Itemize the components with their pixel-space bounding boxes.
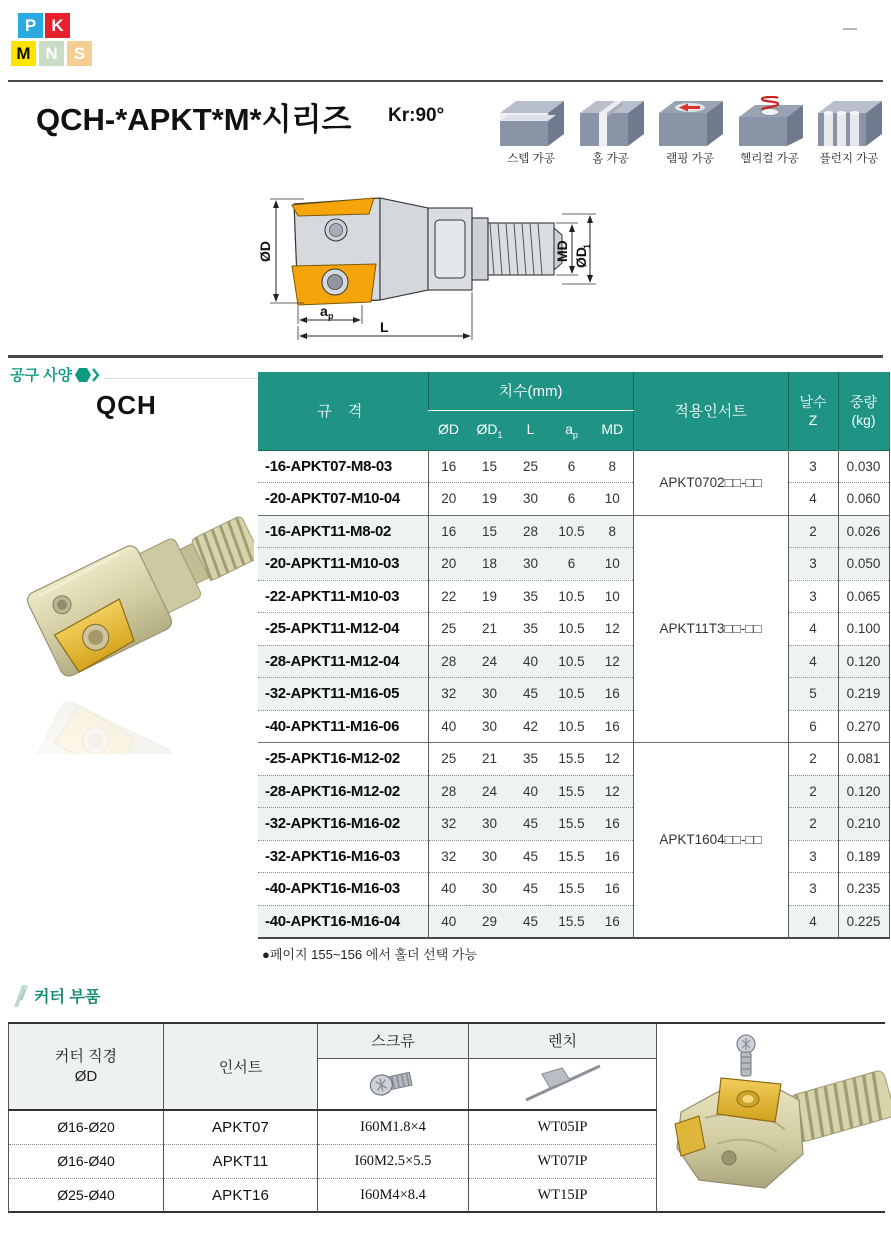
dim-value: 16 xyxy=(592,873,633,906)
series-name: QCH xyxy=(96,390,157,420)
dim-value: 28 xyxy=(428,775,469,808)
dim-value: 45 xyxy=(510,808,551,841)
logo-letter-n: N xyxy=(39,41,64,66)
plunge-machining-icon xyxy=(816,96,882,148)
machining-label: 램핑 가공 xyxy=(666,153,714,165)
screw-icon xyxy=(318,1058,469,1110)
dim-value: 21 xyxy=(469,743,510,776)
spec-table-container xyxy=(258,372,890,939)
dim-value: 15.5 xyxy=(551,840,592,873)
spec-table-row xyxy=(258,613,889,646)
diameter-range: Ø16-Ø20 xyxy=(9,1110,164,1144)
flute-count-value: 3 xyxy=(788,580,838,613)
dim-value: 15.5 xyxy=(551,873,592,906)
weight-value: 0.120 xyxy=(838,775,889,808)
flute-count-value: 4 xyxy=(788,905,838,938)
dim-value: 30 xyxy=(469,678,510,711)
dim-value: 30 xyxy=(469,873,510,906)
spec-code: -16-APKT07-M8-03 xyxy=(258,450,428,483)
dim-value: 8 xyxy=(592,515,633,548)
machining-capabilities xyxy=(494,96,886,166)
dim-value: 15 xyxy=(469,515,510,548)
cutter-exploded-photo xyxy=(665,1026,891,1211)
dim-value: 16 xyxy=(592,808,633,841)
dim-value: 24 xyxy=(469,645,510,678)
dim-value: 32 xyxy=(428,840,469,873)
page-title: QCH-*APKT*M*시리즈 xyxy=(36,102,352,137)
machining-label: 스텝 가공 xyxy=(507,153,555,165)
parts-table-row xyxy=(9,1178,657,1212)
machining-label: 헬리컬 가공 xyxy=(740,153,799,165)
dim-value: 10.5 xyxy=(551,580,592,613)
holder-selection-note: ●페이지 155~156 에서 홀더 선택 가능 xyxy=(262,947,478,962)
dim-value: 28 xyxy=(428,645,469,678)
dim-value: 20 xyxy=(428,483,469,516)
dim-value: 22 xyxy=(428,580,469,613)
flute-count-value: 5 xyxy=(788,678,838,711)
step-machining-icon xyxy=(498,96,564,148)
screw-spec: I60M4×8.4 xyxy=(318,1178,469,1212)
col-header-weight: 중량 (kg) xyxy=(838,372,889,450)
dim-value: 10 xyxy=(592,580,633,613)
dim-value: 10.5 xyxy=(551,613,592,646)
tool-spec-label: 공구 사양 xyxy=(10,367,73,384)
dim-value: 19 xyxy=(469,580,510,613)
dim-value: 12 xyxy=(592,775,633,808)
dim-value: 10.5 xyxy=(551,678,592,711)
parts-table-container xyxy=(8,1022,885,1213)
machining-label: 플런지 가공 xyxy=(819,153,879,165)
dim-value: 10.5 xyxy=(551,515,592,548)
spec-table-row xyxy=(258,840,889,873)
tool-dimension-drawing xyxy=(256,178,608,344)
dim-value: 24 xyxy=(469,775,510,808)
slot-machining-icon xyxy=(578,96,644,148)
dim-value: 45 xyxy=(510,905,551,938)
dim-label-ap: a xyxy=(320,303,328,319)
dim-value: 35 xyxy=(510,580,551,613)
flute-count-value: 4 xyxy=(788,613,838,646)
weight-value: 0.065 xyxy=(838,580,889,613)
dim-value: 15.5 xyxy=(551,808,592,841)
dim-value: 40 xyxy=(428,873,469,906)
dim-value: 15.5 xyxy=(551,775,592,808)
weight-value: 0.026 xyxy=(838,515,889,548)
hexagon-bullet-icon xyxy=(75,368,99,382)
wrench-spec: WT05IP xyxy=(469,1110,657,1144)
spec-table-row xyxy=(258,450,889,483)
weight-value: 0.030 xyxy=(838,450,889,483)
logo-letter-m: M xyxy=(11,41,36,66)
diameter-range: Ø25-Ø40 xyxy=(9,1178,164,1212)
dim-label-l: L xyxy=(380,319,389,335)
dim-value: 30 xyxy=(510,548,551,581)
flute-count-value: 2 xyxy=(788,808,838,841)
weight-value: 0.120 xyxy=(838,645,889,678)
spec-code: -22-APKT11-M10-03 xyxy=(258,580,428,613)
screw-spec: I60M2.5×5.5 xyxy=(318,1144,469,1178)
dim-value: 42 xyxy=(510,710,551,743)
section-connector-line xyxy=(104,378,258,379)
dim-value: 30 xyxy=(469,808,510,841)
dim-value: 16 xyxy=(592,710,633,743)
flute-count-value: 2 xyxy=(788,775,838,808)
section-divider xyxy=(8,355,883,358)
col-header-md: MD xyxy=(592,410,633,450)
col-header-flutes: 날수 Z xyxy=(788,372,838,450)
dim-value: 18 xyxy=(469,548,510,581)
dim-value: 32 xyxy=(428,808,469,841)
dim-value: 15 xyxy=(481,458,498,474)
insert-name: APKT16 xyxy=(164,1178,318,1212)
spec-table-row xyxy=(258,873,889,906)
spec-code: -32-APKT16-M16-02 xyxy=(258,808,428,841)
col-header-l: L xyxy=(510,410,551,450)
spec-code: -20-APKT07-M10-04 xyxy=(258,483,428,516)
dim-value: 10.5 xyxy=(551,645,592,678)
insert-code: APKT11T3□□-□□ xyxy=(633,515,788,743)
spec-table-row xyxy=(258,808,889,841)
dim-value: 20 xyxy=(428,548,469,581)
loose-screw xyxy=(737,1035,755,1076)
spec-table-row xyxy=(258,905,889,938)
flute-count-value: 3 xyxy=(788,840,838,873)
logo-letter-k: K xyxy=(45,13,70,38)
machining-type-plunge xyxy=(812,96,886,166)
insert-code: APKT0702□□-□□ xyxy=(633,450,788,515)
weight-value: 0.225 xyxy=(838,905,889,938)
dim-value: 16 xyxy=(592,678,633,711)
dim-value: 6 xyxy=(551,483,592,516)
dim-value: 45 xyxy=(510,678,551,711)
spec-table-row xyxy=(258,743,889,776)
dim-value: 10.5 xyxy=(551,710,592,743)
ramping-machining-icon xyxy=(657,96,723,148)
col-header-wrench: 렌치 xyxy=(469,1024,657,1058)
weight-value: 0.189 xyxy=(838,840,889,873)
spec-code: -40-APKT11-M16-06 xyxy=(258,710,428,743)
wrench-spec: WT07IP xyxy=(469,1144,657,1178)
col-header-screw: 스크류 xyxy=(318,1024,469,1058)
dim-value: 30 xyxy=(469,840,510,873)
dim-label-md: MD xyxy=(554,240,570,262)
wrench-spec: WT15IP xyxy=(469,1178,657,1212)
machining-type-step xyxy=(494,96,568,166)
dim-value: 10 xyxy=(592,483,633,516)
machining-type-helical xyxy=(733,96,807,166)
dim-value: 6 xyxy=(551,548,592,581)
dim-value: 21 xyxy=(469,613,510,646)
insert-name: APKT07 xyxy=(164,1110,318,1144)
dim-value: 16 xyxy=(592,840,633,873)
spec-code: -40-APKT16-M16-04 xyxy=(258,905,428,938)
dim-value: 35 xyxy=(510,743,551,776)
weight-value: 0.270 xyxy=(838,710,889,743)
dim-value: 19 xyxy=(469,483,510,516)
spec-table-row xyxy=(258,483,889,516)
logo-letter-s: S xyxy=(67,41,92,66)
dim-value: 40 xyxy=(428,905,469,938)
col-header-ap: $a_p$ xyxy=(551,410,592,450)
spec-table xyxy=(258,372,890,939)
spec-code: -32-APKT11-M16-05 xyxy=(258,678,428,711)
dim-label-od1: ØD xyxy=(573,247,589,268)
dim-value: 32 xyxy=(428,678,469,711)
diameter-range: Ø16-Ø40 xyxy=(9,1144,164,1178)
dim-value: 12 xyxy=(592,743,633,776)
cutting-angle-label: Kr:90° xyxy=(388,105,445,126)
header-divider xyxy=(8,80,883,82)
dim-value: 45 xyxy=(510,873,551,906)
spec-code: -32-APKT16-M16-03 xyxy=(258,840,428,873)
spec-table-row xyxy=(258,775,889,808)
dim-value: 8 xyxy=(608,458,617,474)
flute-count-value: 3 xyxy=(788,873,838,906)
dim-value: 40 xyxy=(428,710,469,743)
spec-code: -25-APKT16-M12-02 xyxy=(258,743,428,776)
dim-label-od: ØD xyxy=(257,241,273,262)
flute-count-value: 6 xyxy=(788,710,838,743)
dim-value: 12 xyxy=(592,613,633,646)
col-header-od1: $ØD_1$ xyxy=(469,410,510,450)
parts-table-row xyxy=(9,1144,657,1178)
wrench-icon xyxy=(469,1058,657,1110)
spec-code: -20-APKT11-M10-03 xyxy=(258,548,428,581)
col-header-insert: 적용인서트 xyxy=(633,372,788,450)
dim-value: 30 xyxy=(510,483,551,516)
weight-value: 0.050 xyxy=(838,548,889,581)
flute-count-value: 4 xyxy=(788,483,838,516)
dim-value: 25 xyxy=(522,458,539,474)
spec-table-row xyxy=(258,515,889,548)
col-header-cutter-diameter: 커터 직경 ØD xyxy=(9,1024,164,1110)
dim-label-od1-sub: 1 xyxy=(582,243,592,249)
spec-table-row xyxy=(258,678,889,711)
cutter-product-photo xyxy=(14,424,254,754)
spec-table-row xyxy=(258,580,889,613)
col-header-dimensions: 치수(mm) xyxy=(428,372,633,410)
weight-value: 0.219 xyxy=(838,678,889,711)
dim-value: 25 xyxy=(428,613,469,646)
weight-value: 0.210 xyxy=(838,808,889,841)
weight-value: 0.235 xyxy=(838,873,889,906)
parts-table-row xyxy=(9,1110,657,1144)
dim-value: 16 xyxy=(428,515,469,548)
flute-count-value: 2 xyxy=(788,515,838,548)
dim-value: 15.5 xyxy=(551,905,592,938)
spec-code: -16-APKT11-M8-02 xyxy=(258,515,428,548)
helical-machining-icon xyxy=(737,96,803,148)
slash-bullet-icon xyxy=(14,985,28,1007)
section-title-tool-spec xyxy=(10,364,99,385)
dim-value: 45 xyxy=(510,840,551,873)
dim-value: 12 xyxy=(592,645,633,678)
machining-type-slot xyxy=(574,96,648,166)
dim-value: 30 xyxy=(469,710,510,743)
dim-value: 40 xyxy=(510,645,551,678)
dim-value: 6 xyxy=(567,458,576,474)
col-header-insert-name: 인서트 xyxy=(164,1024,318,1110)
col-header-od: ØD xyxy=(428,410,469,450)
dim-value: 29 xyxy=(469,905,510,938)
col-header-spec: 규 격 xyxy=(258,372,428,450)
flute-count-value: 3 xyxy=(809,458,817,474)
section-title-cutter-parts xyxy=(14,984,100,1007)
spec-table-row xyxy=(258,548,889,581)
cutter-parts-label: 커터 부품 xyxy=(34,989,101,1006)
dim-value: 35 xyxy=(510,613,551,646)
margin-tick xyxy=(843,28,857,30)
weight-value: 0.060 xyxy=(838,483,889,516)
dim-value: 10 xyxy=(592,548,633,581)
machining-type-ramping xyxy=(653,96,727,166)
spec-code: -25-APKT11-M12-04 xyxy=(258,613,428,646)
dim-value: 15.5 xyxy=(551,743,592,776)
flute-count-value: 2 xyxy=(788,743,838,776)
spec-code: -28-APKT11-M12-04 xyxy=(258,645,428,678)
insert-name: APKT11 xyxy=(164,1144,318,1178)
spec-table-row xyxy=(258,710,889,743)
flute-count-value: 3 xyxy=(788,548,838,581)
dim-label-ap-sub: p xyxy=(328,311,334,321)
dim-value: 25 xyxy=(428,743,469,776)
dim-value: 16 xyxy=(592,905,633,938)
weight-value: 0.100 xyxy=(838,613,889,646)
spec-code: -28-APKT16-M12-02 xyxy=(258,775,428,808)
logo-letter-p: P xyxy=(18,13,43,38)
flute-count-value: 4 xyxy=(788,645,838,678)
spec-table-row xyxy=(258,645,889,678)
dim-value: 28 xyxy=(510,515,551,548)
weight-value: 0.081 xyxy=(838,743,889,776)
spec-code: -40-APKT16-M16-03 xyxy=(258,873,428,906)
parts-table xyxy=(8,1024,657,1212)
insert-code: APKT1604□□-□□ xyxy=(633,743,788,938)
dim-value: 16 xyxy=(441,458,457,474)
machining-label: 홈 가공 xyxy=(592,153,629,165)
dim-value: 40 xyxy=(510,775,551,808)
screw-spec: I60M1.8×4 xyxy=(318,1110,469,1144)
